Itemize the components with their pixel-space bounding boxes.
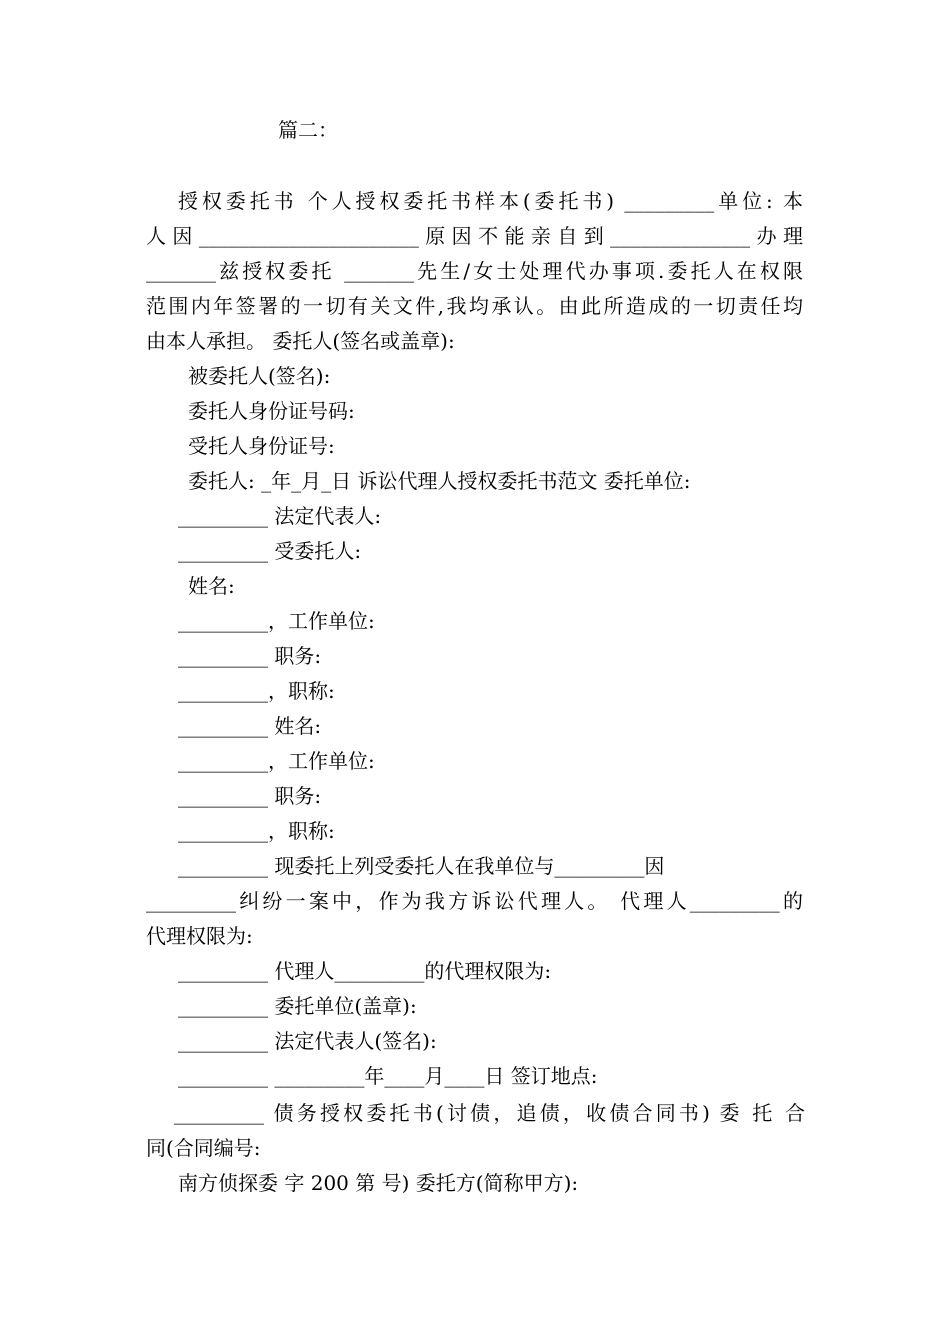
blank-field-line: _________ 职务:	[178, 784, 322, 808]
name-label: 姓名:	[188, 574, 235, 598]
paragraph-3-line-2: 同(合同编号:	[146, 1136, 261, 1160]
blank-field-line: _________，工作单位:	[178, 609, 375, 633]
paragraph-1-line-2: 人因______________________原因不能亲自到______________办理	[146, 224, 803, 248]
field-line: 被委托人(签名):	[188, 364, 331, 388]
blank-field-line: _________ 职务:	[178, 644, 322, 668]
field-line: 受托人身份证号:	[188, 434, 335, 458]
paragraph-1-line-1: 授权委托书 个人授权委托书样本(委托书) _________单位: 本	[178, 189, 803, 213]
blank-field-line: _________，职称:	[178, 679, 335, 703]
blank-field-line: _________ 法定代表人:	[178, 504, 382, 528]
field-line: 委托人身份证号码:	[188, 399, 355, 423]
blank-field-line: _________ _________年____月____日 签订地点:	[178, 1064, 598, 1088]
blank-field-line: _________，工作单位:	[178, 749, 375, 773]
blank-field-line: _________ 法定代表人(签名):	[178, 1029, 437, 1053]
paragraph-1-line-5: 由本人承担。 委托人(签名或盖章):	[146, 329, 455, 353]
paragraph-3-line-1: _________ 债务授权委托书(讨债，追债，收债合同书) 委 托 合	[174, 1101, 805, 1125]
section-heading: 篇二：	[278, 118, 338, 142]
paragraph-2-line-2: 代理权限为:	[146, 924, 253, 948]
blank-field-line: _________ 代理人_________的代理权限为:	[178, 959, 552, 983]
blank-field-line: _________ 现委托上列受委托人在我单位与_________因	[178, 854, 665, 878]
blank-field-line: _________ 委托单位(盖章):	[178, 994, 417, 1018]
last-line: 南方侦探委 字 200 第 号) 委托方(简称甲方):	[178, 1171, 579, 1195]
paragraph-1-line-4: 范围内年签署的一切有关文件,我均承认。由此所造成的一切责任均	[146, 294, 803, 318]
paragraph-1-line-3: _______兹授权委托 _______先生/女士处理代办事项.委托人在权限	[146, 259, 803, 283]
blank-field-line: _________，职称:	[178, 819, 335, 843]
field-line: 委托人: _年_月_日 诉讼代理人授权委托书范文 委托单位:	[188, 469, 691, 493]
paragraph-2-line-1: _________纠纷一案中，作为我方诉讼代理人。 代理人_________的	[146, 889, 803, 913]
blank-field-line: _________ 受委托人:	[178, 539, 362, 563]
blank-field-line: _________ 姓名:	[178, 714, 322, 738]
